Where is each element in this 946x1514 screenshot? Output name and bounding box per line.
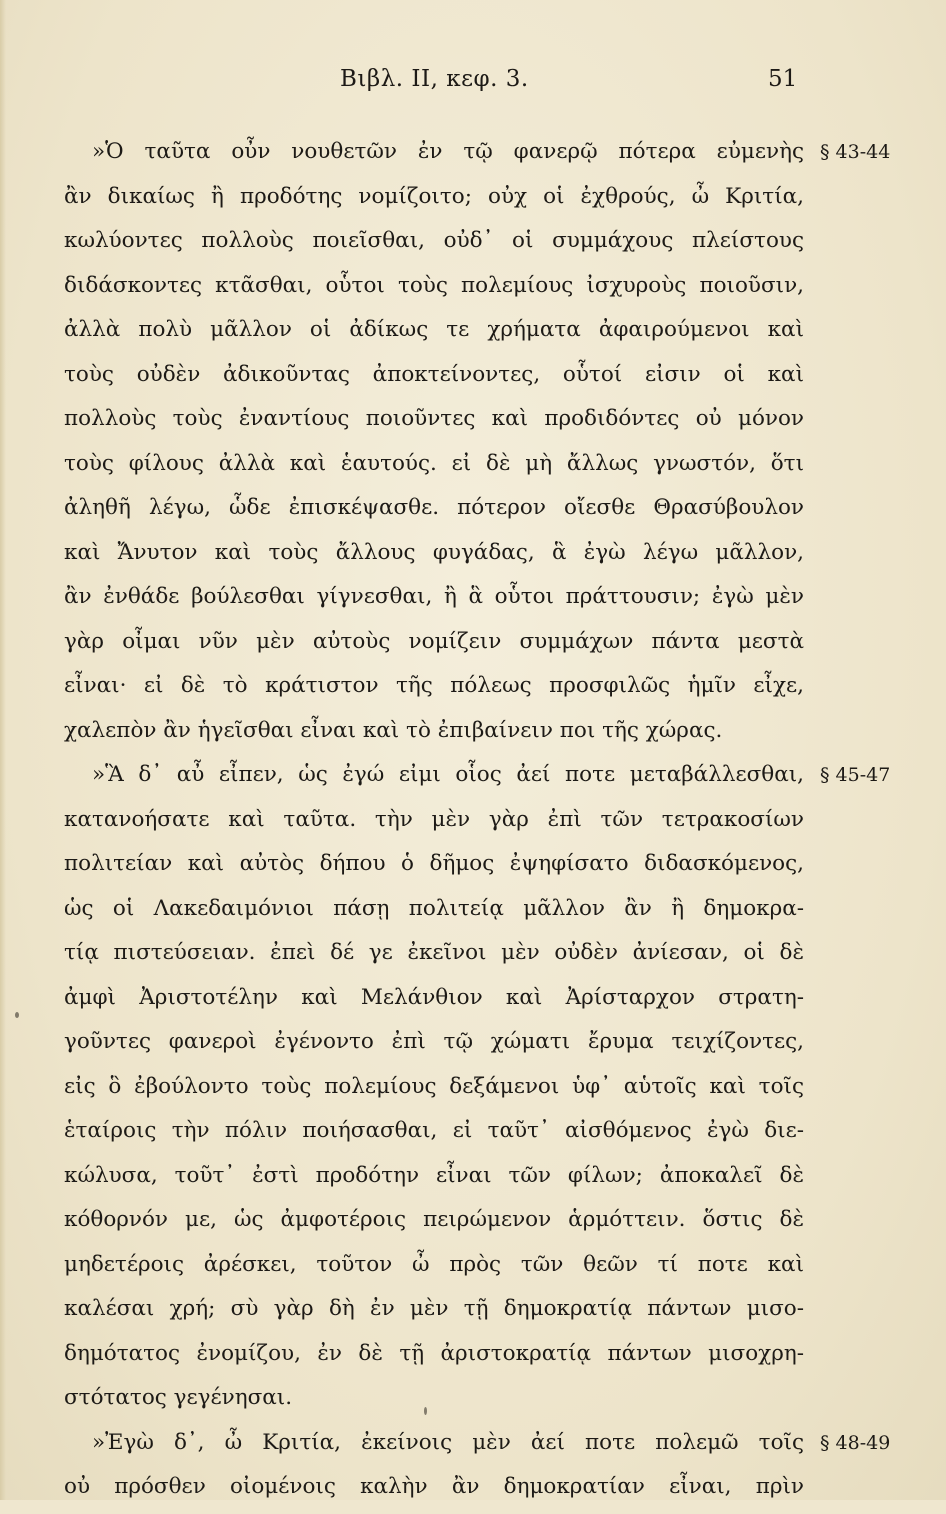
text-line: [0, 1380, 946, 1425]
line-text: καλέσαι χρή; σὺ γὰρ δὴ ἐν μὲν τῇ δημοκρατίᾳ πάντων μισο-: [64, 1296, 804, 1321]
text-line: [0, 446, 946, 491]
line-text: εἶναι· εἰ δὲ τὸ κράτιστον τῆς πόλεως προσφιλῶς ἡμῖν εἶχε,: [64, 673, 804, 698]
ink-speck: [424, 1407, 427, 1415]
text-line: [0, 980, 946, 1025]
text-line: [0, 802, 946, 847]
line-text: ἀληθῆ λέγω, ὧδε ἐπισκέψασθε. πότερον οἴεσθε Θρασύβουλον: [64, 495, 804, 520]
text-line: [0, 1158, 946, 1203]
line-text: ἀμφὶ Ἀριστοτέλην καὶ Μελάνθιον καὶ Ἀρίσταρχον στρατη-: [64, 984, 804, 1010]
text-line: [0, 1202, 946, 1247]
section-reference: § 45-47: [820, 764, 891, 786]
running-head: Βιβλ. ΙΙ, κεφ. 3.: [340, 66, 529, 92]
text-line: [0, 1425, 946, 1470]
section-reference: § 48-49: [820, 1431, 891, 1454]
line-text: μηδετέροις ἀρέσκει, τοῦτον ὦ πρὸς τῶν θεῶν τί ποτε καὶ: [64, 1251, 804, 1277]
line-text: πολιτείαν καὶ αὐτὸς δήπου ὁ δῆμος ἐψηφίσατο διδασκόμενος,: [64, 851, 804, 876]
text-line: [0, 357, 946, 402]
text-line: [0, 1113, 946, 1158]
line-text: κατανοήσατε καὶ ταῦτα. τὴν μὲν γὰρ ἐπὶ τῶν τετρακοσίων: [64, 806, 804, 832]
text-line: [0, 268, 946, 313]
line-text: γὰρ οἶμαι νῦν μὲν αὐτοὺς νομίζειν συμμάχων πάντα μεστὰ: [64, 628, 804, 654]
text-line: [0, 490, 946, 535]
line-text: στότατος γεγένησαι.: [64, 1385, 293, 1410]
text-line: [0, 668, 946, 713]
text-line: [0, 312, 946, 357]
line-text: εἰς ὃ ἐβούλοντο τοὺς πολεμίους δεξάμενοι ὑφ᾽ αὑτοῖς καὶ τοῖς: [64, 1073, 804, 1099]
text-line: [0, 579, 946, 624]
section-reference: § 43-44: [820, 141, 891, 163]
line-text: τοὺς οὐδὲν ἀδικοῦντας ἀποκτείνοντες, οὗτοί εἰσιν οἱ καὶ: [64, 361, 804, 387]
line-text: »Ὁ ταῦτα οὖν νουθετῶν ἐν τῷ φανερῷ πότερα εὐμενὴς: [92, 139, 804, 164]
line-text: ὡς οἱ Λακεδαιμόνιοι πάσῃ πολιτείᾳ μᾶλλον ἂν ἢ δημοκρα-: [64, 895, 804, 921]
text-line: [0, 846, 946, 891]
line-text: κωλύοντες πολλοὺς ποιεῖσθαι, οὐδ᾽ οἱ συμμάχους πλείστους: [64, 228, 804, 253]
line-text: ἂν ἐνθάδε βούλεσθαι γίγνεσθαι, ἢ ἃ οὗτοι πράττουσιν; ἐγὼ μὲν: [64, 584, 804, 609]
text-line: [0, 1291, 946, 1336]
line-text: γοῦντες φανεροὶ ἐγένοντο ἐπὶ τῷ χώματι ἔρυμα τειχίζοντες,: [64, 1029, 804, 1054]
line-text: καὶ Ἄνυτον καὶ τοὺς ἄλλους φυγάδας, ἃ ἐγὼ λέγω μᾶλλον,: [64, 539, 804, 565]
line-text: χαλεπὸν ἂν ἡγεῖσθαι εἶναι καὶ τὸ ἐπιβαίνειν ποι τῆς χώρας.: [64, 717, 723, 743]
text-line: [0, 624, 946, 669]
line-text: πολλοὺς τοὺς ἐναντίους ποιοῦντες καὶ προδιδόντες οὐ μόνον: [64, 406, 804, 431]
text-line: [0, 134, 946, 179]
text-line: [0, 1469, 946, 1514]
line-text: ἀλλὰ πολὺ μᾶλλον οἱ ἀδίκως τε χρήματα ἀφαιρούμενοι καὶ: [64, 317, 804, 342]
line-text: ἂν δικαίως ἢ προδότης νομίζοιτο; οὐχ οἱ ἐχθρούς, ὦ Κριτία,: [64, 183, 804, 209]
line-text: ἑταίροις τὴν πόλιν ποιήσασθαι, εἰ ταῦτ᾽ αἰσθόμενος ἐγὼ διε-: [64, 1118, 804, 1143]
line-text: »Ἐγὼ δ᾽, ὦ Κριτία, ἐκείνοις μὲν ἀεί ποτε πολεμῶ τοῖς: [92, 1429, 804, 1455]
page-number: 51: [768, 66, 798, 92]
text-line: [0, 179, 946, 224]
line-text: τίᾳ πιστεύσειαν. ἐπεὶ δέ γε ἐκεῖνοι μὲν οὐδὲν ἀνίεσαν, οἱ δὲ: [64, 940, 804, 965]
line-text: τοὺς φίλους ἀλλὰ καὶ ἑαυτούς. εἰ δὲ μὴ ἄλλως γνωστόν, ὅτι: [64, 450, 804, 476]
text-line: [0, 1069, 946, 1114]
text-line: [0, 535, 946, 580]
text-line: [0, 757, 946, 802]
line-text: διδάσκοντες κτᾶσθαι, οὗτοι τοὺς πολεμίους ἰσχυροὺς ποιοῦσιν,: [64, 272, 804, 298]
text-body: [0, 134, 946, 1514]
line-text: κώλυσα, τοῦτ᾽ ἐστὶ προδότην εἶναι τῶν φίλων; ἀποκαλεῖ δὲ: [64, 1162, 804, 1188]
line-text: οὐ πρόσθεν οἰομένοις καλὴν ἂν δημοκρατίαν εἶναι, πρὶν: [64, 1474, 804, 1499]
text-line: [0, 401, 946, 446]
ink-speck: [15, 1012, 19, 1018]
text-line: [0, 223, 946, 268]
text-line: [0, 713, 946, 758]
line-text: κόθορνόν με, ὡς ἀμφοτέροις πειρώμενον ἁρμόττειν. ὅστις δὲ: [64, 1207, 804, 1232]
text-line: [0, 1247, 946, 1292]
text-line: [0, 935, 946, 980]
page-header: [0, 66, 946, 106]
text-line: [0, 1336, 946, 1381]
text-line: [0, 891, 946, 936]
text-line: [0, 1024, 946, 1069]
line-text: »Ἃ δ᾽ αὖ εἶπεν, ὡς ἐγώ εἰμι οἷος ἀεί ποτε μεταβάλλεσθαι,: [92, 762, 804, 787]
line-text: δημότατος ἐνομίζου, ἐν δὲ τῇ ἀριστοκρατίᾳ πάντων μισοχρη-: [64, 1340, 804, 1366]
